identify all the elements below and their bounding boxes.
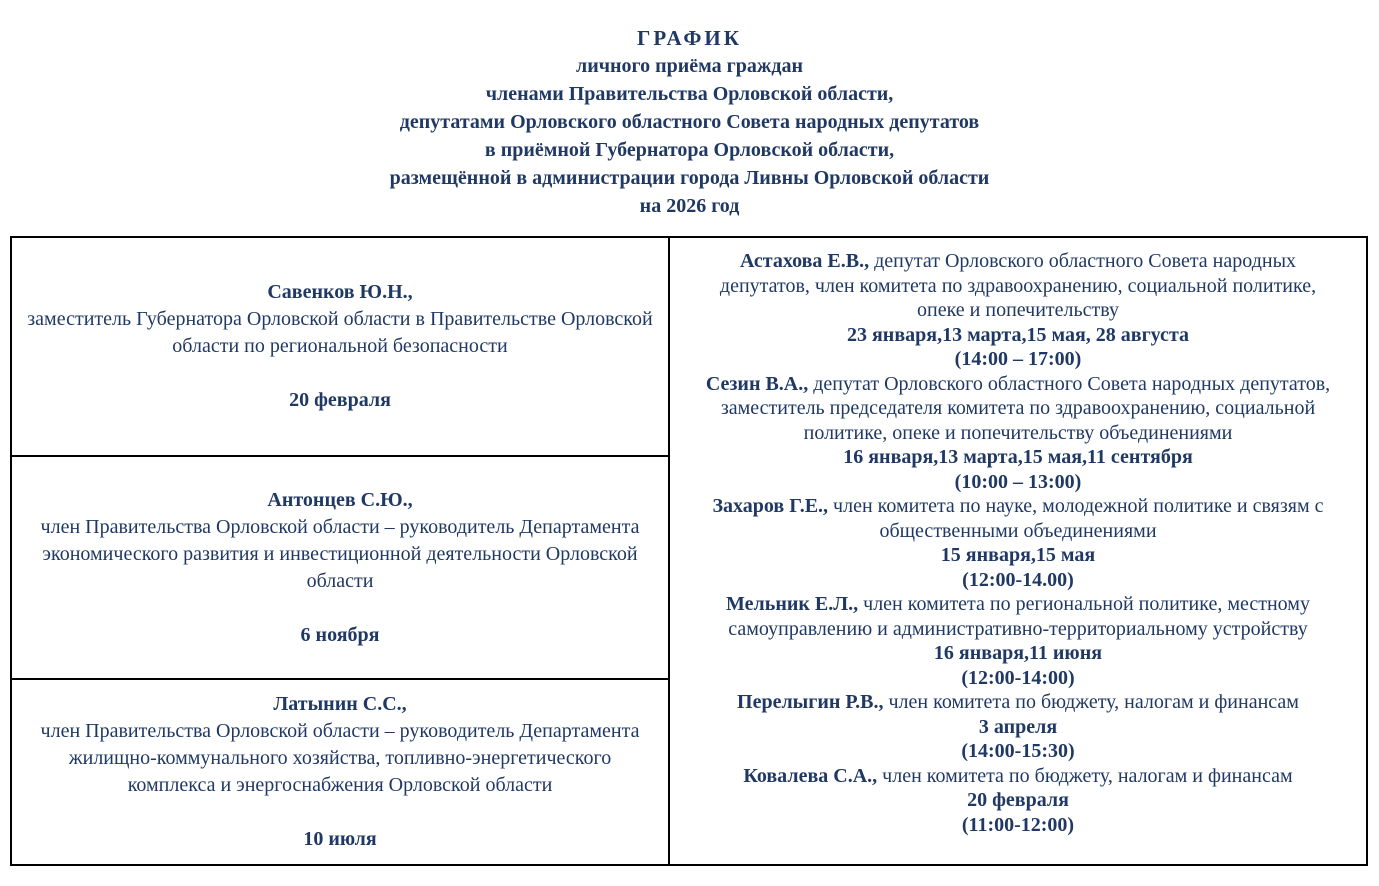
deputy-time: (14:00-15:30): [961, 740, 1075, 762]
deputy-name: Мельник Е.Л.,: [726, 593, 859, 615]
deputy-dates: 15 января,15 мая: [940, 544, 1096, 566]
deputy-text: [696, 592, 1340, 641]
deputy-entry-kovaleva: [696, 764, 1340, 838]
deputy-entry-perelygin: [696, 690, 1340, 764]
official-date: 10 июля: [303, 828, 377, 850]
deputy-time: (14:00 – 17:00): [954, 348, 1082, 370]
title-line-2: личного приёма граждан: [575, 55, 803, 77]
title-line-6: размещённой в администрации города Ливны Орловской области: [389, 167, 990, 189]
deputy-dates: 20 февраля: [967, 789, 1069, 811]
title-line-3: членами Правительства Орловской области,: [485, 83, 894, 105]
deputy-dates: 23 января,13 марта,15 мая, 28 августа: [846, 323, 1190, 346]
official-description: член Правительства Орловской области – руководитель Департамента экономического развития и инвестиционной деятельности Орловской области: [40, 515, 640, 592]
deputy-name: Ковалева С.А.,: [743, 764, 878, 787]
deputy-time: (10:00 – 13:00): [954, 470, 1082, 493]
deputy-name: Астахова Е.В.,: [739, 250, 870, 272]
deputy-time: (11:00-12:00): [961, 813, 1075, 836]
deputy-text: [696, 249, 1340, 323]
deputy-description: член комитета по бюджету, налогам и финансам: [882, 764, 1293, 787]
deputy-text: [696, 764, 1340, 789]
title-line-7: на 2026 год: [639, 195, 740, 217]
deputy-entry-melnik: [696, 592, 1340, 690]
deputy-name: Захаров Г.Е.,: [712, 495, 829, 517]
deputy-description: член комитета по региональной политике, местному самоуправлению и административно-территориальному устройству: [728, 593, 1310, 640]
official-name: Савенков Ю.Н.,: [267, 281, 413, 303]
document-title-block: [0, 0, 1379, 220]
deputy-text: [696, 494, 1340, 543]
official-date: 20 февраля: [289, 389, 391, 411]
deputy-dates: 16 января,11 июня: [933, 642, 1103, 664]
deputy-name: Сезин В.А.,: [705, 372, 809, 395]
deputy-name: Перелыгин Р.В.,: [737, 691, 884, 713]
title-line-4: депутатами Орловского областного Совета народных депутатов: [399, 111, 980, 133]
deputy-entry-astahova: [696, 249, 1340, 372]
deputy-time: (12:00-14:00): [961, 666, 1075, 689]
deputy-dates: 3 апреля: [978, 715, 1058, 738]
title-main: ГРАФИК: [637, 26, 742, 50]
official-description: член Правительства Орловской области – руководитель Департамента жилищно-коммунального хозяйства, топливно-энергетического комплекса и энергоснабжения Орловской области: [40, 720, 640, 796]
official-cell-antoncev: [12, 457, 668, 680]
deputy-entry-sezin: [696, 372, 1340, 495]
deputy-description: член комитета по науке, молодежной политике и связям с общественными объединениями: [833, 495, 1324, 542]
deputy-entry-zaharov: [696, 494, 1340, 592]
deputy-description: член комитета по бюджету, налогам и финансам: [888, 691, 1299, 713]
deputy-time: (12:00-14.00): [962, 568, 1074, 591]
deputy-dates: 16 января,13 марта,15 мая,11 сентября: [843, 446, 1193, 468]
official-cell-savenkov: [12, 238, 668, 457]
officials-column: [12, 238, 670, 864]
deputy-description: депутат Орловского областного Совета народных депутатов, заместитель председателя комитета по здравоохранению, социальной политике, опеке и попечительству объединениями: [720, 372, 1331, 444]
official-name: Латынин С.С.,: [273, 693, 407, 715]
deputy-text: [696, 372, 1340, 446]
deputies-column: [670, 238, 1366, 864]
schedule-table: [10, 236, 1368, 866]
official-name: Антонцев С.Ю.,: [267, 488, 413, 511]
title-line-5: в приёмной Губернатора Орловской области,: [484, 139, 895, 161]
official-cell-latynin: [12, 680, 668, 864]
official-description: заместитель Губернатора Орловской области в Правительстве Орловской области по региональной безопасности: [27, 308, 653, 357]
official-date: 6 ноября: [300, 623, 380, 646]
deputy-text: [696, 690, 1340, 715]
deputy-description: депутат Орловского областного Совета народных депутатов, член комитета по здравоохранению, социальной политике, опеке и попечительству: [719, 250, 1317, 321]
